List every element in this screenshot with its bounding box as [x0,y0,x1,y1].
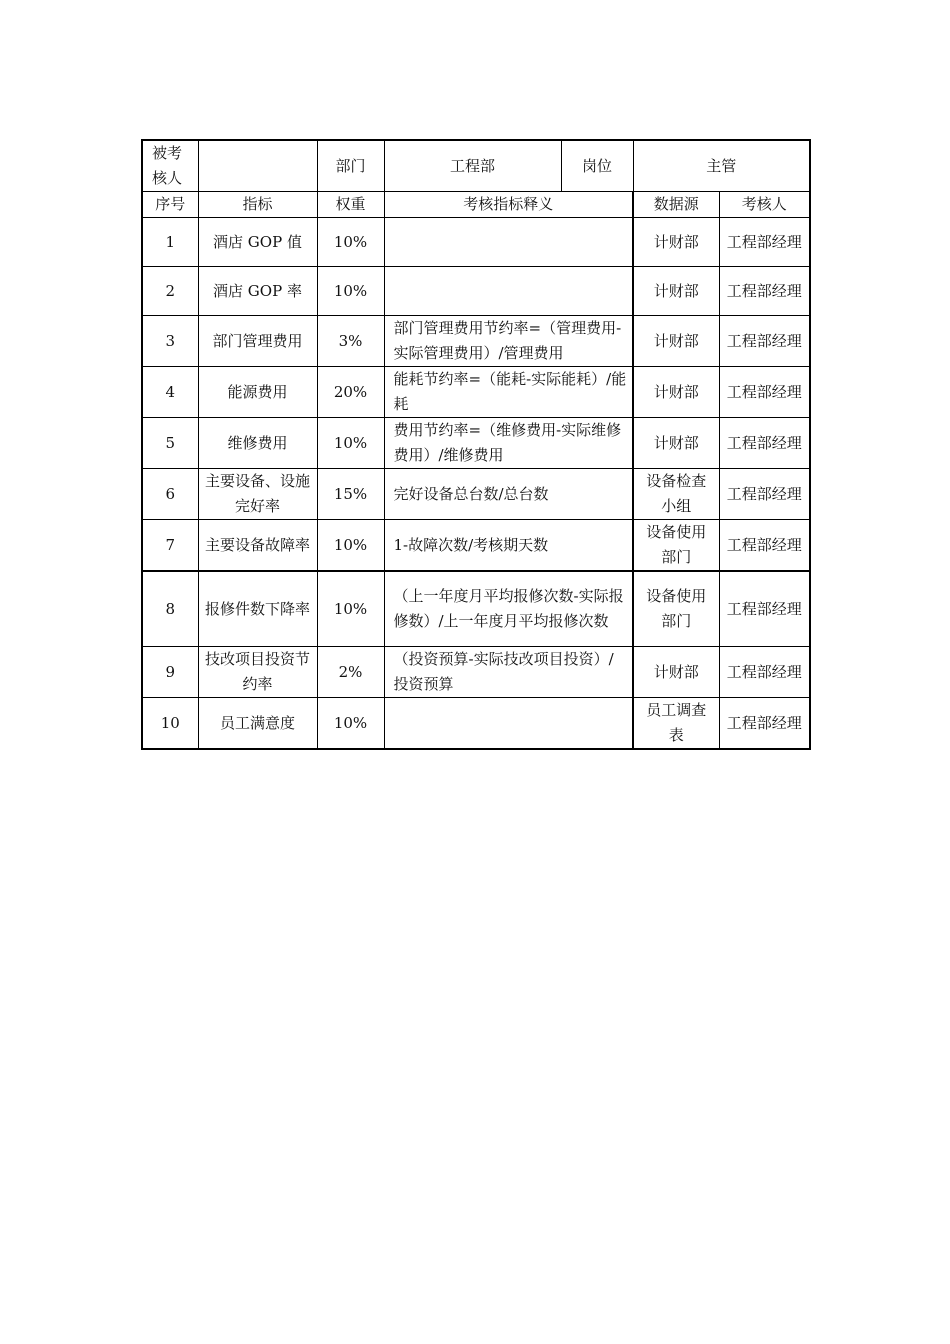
table-row [142,267,810,316]
row-indicator: 报修件数下降率 [198,571,317,647]
position-label: 岗位 [561,140,633,192]
row-indicator: 酒店 GOP 率 [198,267,317,316]
row-weight: 2% [317,647,384,698]
row-no: 3 [142,316,198,367]
row-source: 设备检查小组 [633,469,719,520]
row-definition [384,267,633,316]
dept-label: 部门 [317,140,384,192]
row-definition: 完好设备总台数/总台数 [384,469,633,520]
row-source: 设备使用部门 [633,571,719,647]
row-assessor: 工程部经理 [719,218,810,267]
row-assessor: 工程部经理 [719,418,810,469]
row-source: 计财部 [633,218,719,267]
row-source: 计财部 [633,367,719,418]
row-definition: （上一年度月平均报修次数-实际报修数）/上一年度月平均报修次数 [384,571,633,647]
row-indicator: 技改项目投资节约率 [198,647,317,698]
row-assessor: 工程部经理 [719,267,810,316]
table-row [142,469,810,520]
row-indicator: 员工满意度 [198,698,317,750]
row-indicator: 部门管理费用 [198,316,317,367]
table-row [142,418,810,469]
row-no: 8 [142,571,198,647]
header-weight: 权重 [317,192,384,218]
row-indicator: 主要设备故障率 [198,520,317,572]
row-weight: 10% [317,520,384,572]
row-assessor: 工程部经理 [719,571,810,647]
row-no: 7 [142,520,198,572]
kpi-assessment-table [141,139,811,750]
row-no: 6 [142,469,198,520]
table-row [142,367,810,418]
table-row [142,571,810,647]
row-weight: 3% [317,316,384,367]
row-weight: 10% [317,267,384,316]
row-weight: 20% [317,367,384,418]
header-assessor: 考核人 [719,192,810,218]
row-no: 10 [142,698,198,750]
row-no: 1 [142,218,198,267]
position-value: 主管 [633,140,810,192]
row-assessor: 工程部经理 [719,520,810,572]
row-weight: 10% [317,571,384,647]
row-definition [384,218,633,267]
row-indicator: 酒店 GOP 值 [198,218,317,267]
row-definition: 能耗节约率=（能耗-实际能耗）/能耗 [384,367,633,418]
header-source: 数据源 [633,192,719,218]
appraisee-value [198,140,317,192]
table-row [142,698,810,750]
row-source: 计财部 [633,647,719,698]
row-indicator: 主要设备、设施完好率 [198,469,317,520]
dept-value: 工程部 [384,140,561,192]
row-assessor: 工程部经理 [719,647,810,698]
table-row [142,218,810,267]
table-row [142,647,810,698]
row-assessor: 工程部经理 [719,316,810,367]
row-assessor: 工程部经理 [719,698,810,750]
header-info-row [142,140,810,192]
table-row [142,520,810,572]
row-no: 9 [142,647,198,698]
row-no: 2 [142,267,198,316]
row-no: 4 [142,367,198,418]
row-source: 计财部 [633,316,719,367]
column-header-row [142,192,810,218]
row-assessor: 工程部经理 [719,367,810,418]
row-source: 计财部 [633,267,719,316]
row-definition: 费用节约率=（维修费用-实际维修费用）/维修费用 [384,418,633,469]
row-weight: 10% [317,698,384,750]
header-definition: 考核指标释义 [384,192,633,218]
appraisee-label: 被考核人 [142,140,198,192]
row-definition: （投资预算-实际技改项目投资）/投资预算 [384,647,633,698]
row-no: 5 [142,418,198,469]
row-source: 员工调查表 [633,698,719,750]
row-definition [384,698,633,750]
table-row [142,316,810,367]
header-indicator: 指标 [198,192,317,218]
row-weight: 10% [317,218,384,267]
header-no: 序号 [142,192,198,218]
row-assessor: 工程部经理 [719,469,810,520]
row-indicator: 能源费用 [198,367,317,418]
row-weight: 15% [317,469,384,520]
row-source: 设备使用部门 [633,520,719,572]
row-weight: 10% [317,418,384,469]
row-source: 计财部 [633,418,719,469]
row-indicator: 维修费用 [198,418,317,469]
row-definition: 1-故障次数/考核期天数 [384,520,633,572]
row-definition: 部门管理费用节约率=（管理费用-实际管理费用）/管理费用 [384,316,633,367]
